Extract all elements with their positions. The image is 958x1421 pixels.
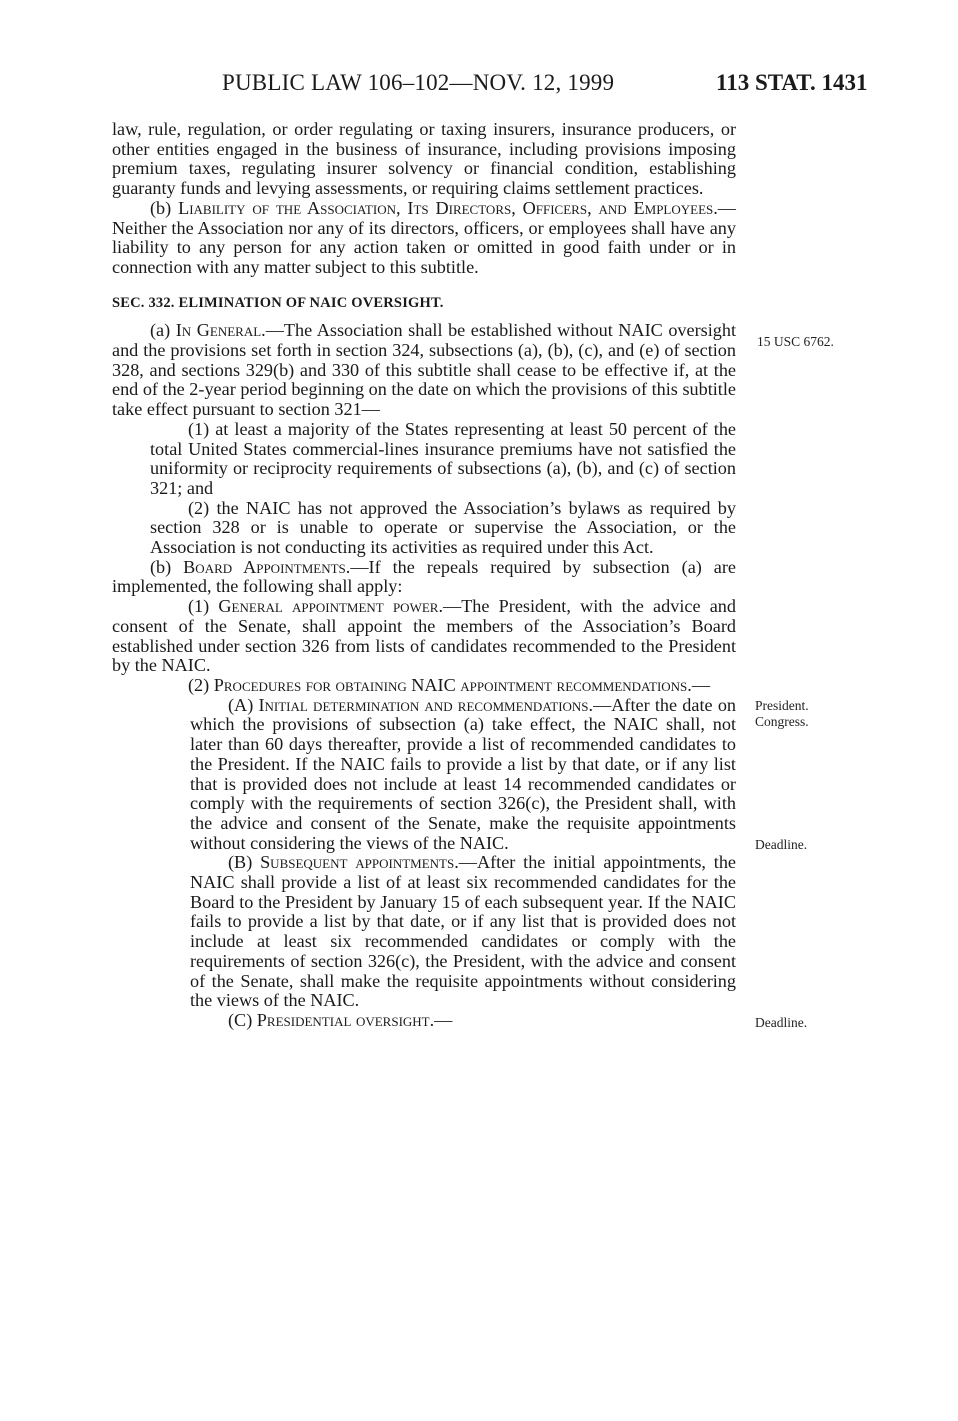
subparagraph-A: (A) Initial determination and recommendations.—After the date on which the provisions of subsection (a) take effect, the NAIC shall, not later than 60 days thereafter, provide a list of recommended candidates to the President. If the NAIC fails to provide a list by that date, or if any list that is provided does not include at least 14 recommended candidates or comply with the requirements of section 326(c), the President shall, with the advice and consent of the Senate, make the requisite appointments without considering the views of the NAIC. (190, 694, 737, 853)
paragraph-a1: (1) at least a majority of the States representing at least 50 percent of the total United States commercial-lines insurance premiums have not satisfied the uniformity or reciprocity requirements of subsections (a), (b), and (c) of section 321; and (150, 418, 736, 498)
paragraph-continuation: law, rule, regulation, or order regulating or taxing insurers, insurance producers, or other entities engaged in the business of insurance, including provisions imposing premium taxes, regulating insurer solvency or financial condition, establishing guaranty funds and levying assessments, or requiring claims settlement practices. (112, 119, 736, 199)
margin-note-deadline: Deadline. (755, 1015, 808, 1030)
subparagraph-heading: Initial determination and recommendations. (258, 694, 594, 715)
subsection-b-liability: (b) Liability of the Association, Its Directors, Officers, and Employees.—Neither the Association nor any of its directors, officers, or employees shall have any liability to any person for any action taken or omitted in good faith under or in connection with any matter subject to this subtitle. (112, 197, 736, 277)
subparagraph-B: (B) Subsequent appointments.—After the initial appointments, the NAIC shall provide a list of at least six recommended candidates for the Board to the President by January 15 of each subsequent year. If the NAIC fails to provide a list by that date, or if any list that is provided does not include at least six recommended candidates or comply with the requirements of section 326(c), the President, with the advice and consent of the Senate, shall make the requisite appointments without considering the views of the NAIC. (190, 852, 736, 1011)
subsection-heading: In General. (175, 320, 266, 341)
running-header-right: 113 STAT. 1431 (716, 70, 868, 95)
subsection-heading: Board Appointments. (183, 556, 351, 577)
subsection-a-general: (a) In General.—The Association shall be established without NAIC oversight and the provisions set forth in section 324, subsections (a), (b), (c), and (e) of section 328, and sections 329(b) and 330 of this subtitle shall cease to be effective if, at the end of the 2-year period beginning on the date on which the provisions of this subtitle take effect pursuant to section 321— (112, 320, 737, 420)
running-header-left: PUBLIC LAW 106–102—NOV. 12, 1999 (222, 70, 615, 95)
subsection-b-board: (b) Board Appointments.—If the repeals required by subsection (a) are implemented, the following shall apply: (112, 556, 736, 597)
paragraph-heading: Procedures for obtaining NAIC appointment recommendations. (213, 674, 692, 695)
section-heading: SEC. 332. ELIMINATION OF NAIC OVERSIGHT. (112, 294, 444, 311)
subparagraph-C: (C) Presidential oversight.— (228, 1009, 453, 1030)
page-body (112, 120, 736, 1031)
margin-note-congress: Congress. (755, 714, 809, 729)
subsection-heading: Liability of the Association, Its Directors, Officers, and Employees. (178, 197, 718, 218)
paragraph-b1: (1) General appointment power.—The President, with the advice and consent of the Senate, shall appoint the members of the Association’s Board established under section 326 from lists of candidates recommended to the President by the NAIC. (112, 596, 736, 676)
paragraph-a2: (2) the NAIC has not approved the Association’s bylaws as required by section 328 or is unable to operate or supervise the Association, or the Association is not conducting its activities as required under this Act. (150, 497, 736, 558)
subparagraph-heading: Presidential oversight. (256, 1009, 435, 1030)
margin-note-president: President. (755, 698, 809, 713)
margin-note-usc: 15 USC 6762. (757, 334, 834, 349)
margin-note-deadline: Deadline. (755, 837, 808, 852)
subparagraph-heading: Subsequent appointments. (260, 852, 459, 873)
paragraph-heading: General appointment power. (218, 596, 443, 617)
paragraph-b2: (2) Procedures for obtaining NAIC appointment recommendations.— (188, 674, 711, 695)
